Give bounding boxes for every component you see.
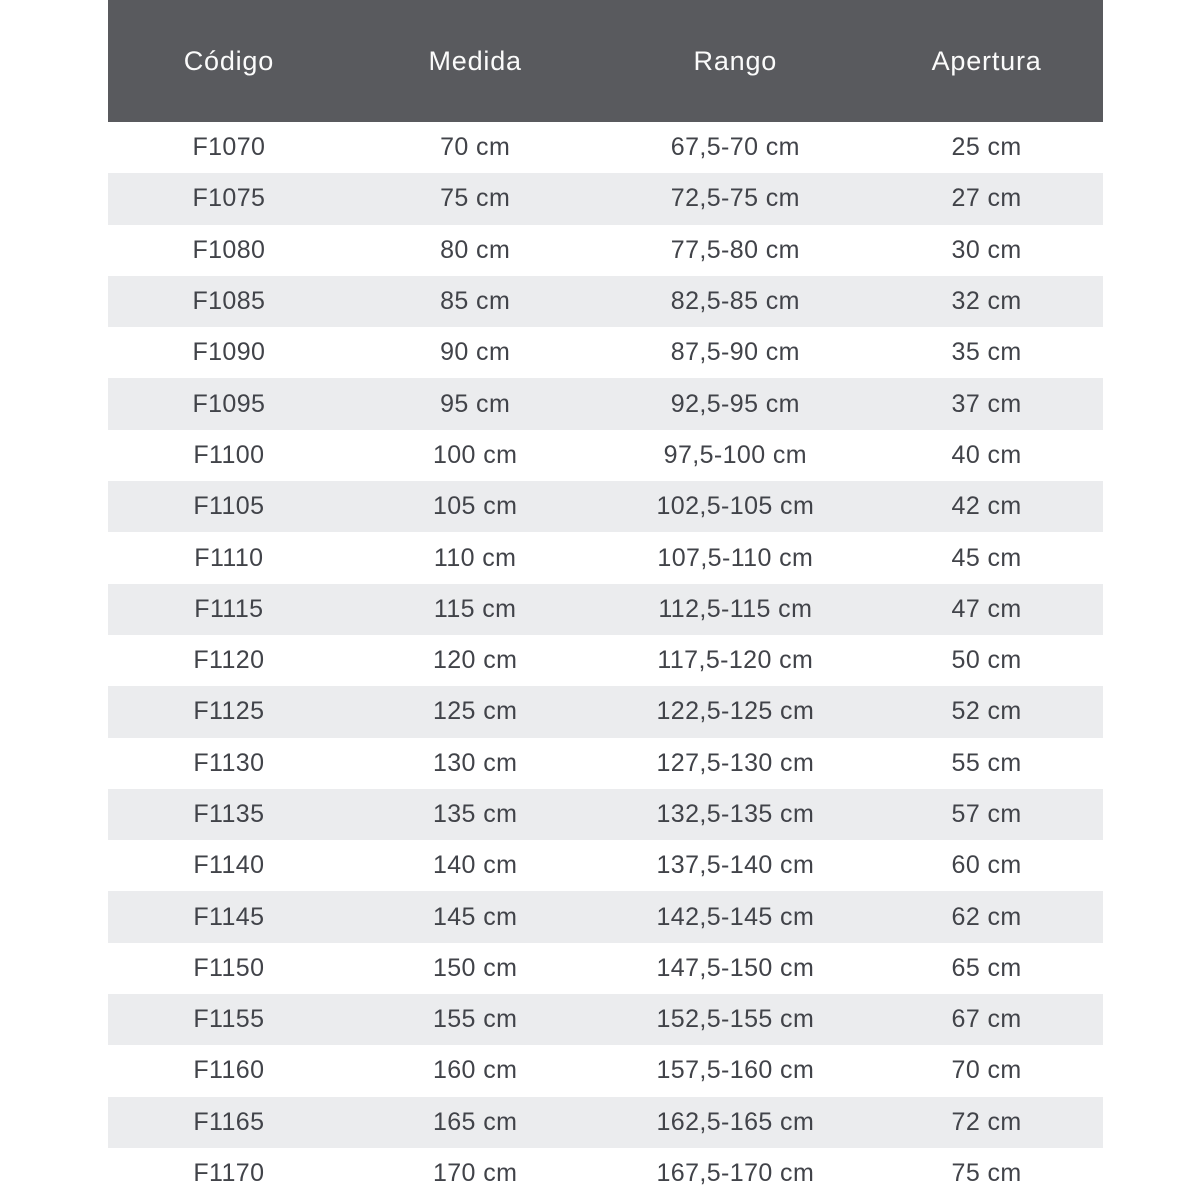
cell-codigo: F1070: [108, 122, 350, 173]
table-row: [108, 891, 1103, 942]
cell-medida: 160 cm: [350, 1045, 601, 1096]
cell-apertura: 42 cm: [870, 481, 1103, 532]
cell-medida: 95 cm: [350, 378, 601, 429]
cell-apertura: 52 cm: [870, 686, 1103, 737]
size-table: [108, 0, 1103, 1199]
cell-apertura: 75 cm: [870, 1148, 1103, 1199]
cell-rango: 67,5-70 cm: [601, 122, 871, 173]
cell-codigo: F1095: [108, 378, 350, 429]
cell-apertura: 60 cm: [870, 840, 1103, 891]
cell-rango: 102,5-105 cm: [601, 481, 871, 532]
cell-apertura: 47 cm: [870, 584, 1103, 635]
cell-rango: 132,5-135 cm: [601, 789, 871, 840]
table-body: [108, 122, 1103, 1199]
cell-rango: 152,5-155 cm: [601, 994, 871, 1045]
cell-rango: 87,5-90 cm: [601, 327, 871, 378]
cell-medida: 155 cm: [350, 994, 601, 1045]
cell-rango: 127,5-130 cm: [601, 738, 871, 789]
cell-medida: 130 cm: [350, 738, 601, 789]
cell-codigo: F1110: [108, 532, 350, 583]
header-row: [108, 0, 1103, 122]
cell-medida: 125 cm: [350, 686, 601, 737]
cell-rango: 147,5-150 cm: [601, 943, 871, 994]
table-row: [108, 532, 1103, 583]
cell-medida: 170 cm: [350, 1148, 601, 1199]
cell-rango: 122,5-125 cm: [601, 686, 871, 737]
size-chart: [108, 0, 1103, 1199]
table-row: [108, 686, 1103, 737]
cell-medida: 115 cm: [350, 584, 601, 635]
table-row: [108, 994, 1103, 1045]
cell-apertura: 32 cm: [870, 276, 1103, 327]
cell-codigo: F1105: [108, 481, 350, 532]
cell-codigo: F1120: [108, 635, 350, 686]
table-row: [108, 225, 1103, 276]
cell-rango: 92,5-95 cm: [601, 378, 871, 429]
cell-codigo: F1135: [108, 789, 350, 840]
cell-rango: 142,5-145 cm: [601, 891, 871, 942]
cell-rango: 157,5-160 cm: [601, 1045, 871, 1096]
column-header-medida: Medida: [350, 0, 601, 122]
cell-rango: 167,5-170 cm: [601, 1148, 871, 1199]
cell-medida: 120 cm: [350, 635, 601, 686]
cell-codigo: F1085: [108, 276, 350, 327]
cell-apertura: 45 cm: [870, 532, 1103, 583]
table-row: [108, 378, 1103, 429]
cell-codigo: F1160: [108, 1045, 350, 1096]
cell-rango: 117,5-120 cm: [601, 635, 871, 686]
table-row: [108, 943, 1103, 994]
cell-rango: 72,5-75 cm: [601, 173, 871, 224]
cell-codigo: F1080: [108, 225, 350, 276]
cell-codigo: F1155: [108, 994, 350, 1045]
cell-medida: 85 cm: [350, 276, 601, 327]
cell-codigo: F1140: [108, 840, 350, 891]
cell-rango: 112,5-115 cm: [601, 584, 871, 635]
table-row: [108, 327, 1103, 378]
cell-rango: 82,5-85 cm: [601, 276, 871, 327]
cell-rango: 107,5-110 cm: [601, 532, 871, 583]
table-row: [108, 122, 1103, 173]
cell-medida: 100 cm: [350, 430, 601, 481]
column-header-codigo: Código: [108, 0, 350, 122]
cell-apertura: 57 cm: [870, 789, 1103, 840]
cell-codigo: F1075: [108, 173, 350, 224]
column-header-apertura: Apertura: [870, 0, 1103, 122]
cell-apertura: 50 cm: [870, 635, 1103, 686]
cell-medida: 105 cm: [350, 481, 601, 532]
cell-codigo: F1125: [108, 686, 350, 737]
cell-codigo: F1100: [108, 430, 350, 481]
cell-apertura: 55 cm: [870, 738, 1103, 789]
cell-codigo: F1130: [108, 738, 350, 789]
cell-apertura: 70 cm: [870, 1045, 1103, 1096]
table-row: [108, 1097, 1103, 1148]
cell-rango: 97,5-100 cm: [601, 430, 871, 481]
cell-rango: 77,5-80 cm: [601, 225, 871, 276]
table-row: [108, 430, 1103, 481]
table-row: [108, 840, 1103, 891]
cell-medida: 140 cm: [350, 840, 601, 891]
cell-apertura: 35 cm: [870, 327, 1103, 378]
table-row: [108, 276, 1103, 327]
cell-apertura: 65 cm: [870, 943, 1103, 994]
cell-codigo: F1090: [108, 327, 350, 378]
cell-rango: 162,5-165 cm: [601, 1097, 871, 1148]
cell-medida: 135 cm: [350, 789, 601, 840]
table-row: [108, 584, 1103, 635]
column-header-rango: Rango: [601, 0, 871, 122]
table-row: [108, 173, 1103, 224]
cell-apertura: 40 cm: [870, 430, 1103, 481]
cell-codigo: F1115: [108, 584, 350, 635]
table-row: [108, 789, 1103, 840]
cell-codigo: F1145: [108, 891, 350, 942]
cell-medida: 90 cm: [350, 327, 601, 378]
cell-apertura: 67 cm: [870, 994, 1103, 1045]
cell-apertura: 25 cm: [870, 122, 1103, 173]
cell-medida: 150 cm: [350, 943, 601, 994]
cell-codigo: F1170: [108, 1148, 350, 1199]
cell-apertura: 37 cm: [870, 378, 1103, 429]
cell-apertura: 62 cm: [870, 891, 1103, 942]
cell-medida: 75 cm: [350, 173, 601, 224]
cell-apertura: 72 cm: [870, 1097, 1103, 1148]
table-row: [108, 1045, 1103, 1096]
cell-medida: 70 cm: [350, 122, 601, 173]
table-row: [108, 1148, 1103, 1199]
cell-codigo: F1165: [108, 1097, 350, 1148]
cell-apertura: 27 cm: [870, 173, 1103, 224]
cell-apertura: 30 cm: [870, 225, 1103, 276]
table-row: [108, 481, 1103, 532]
cell-medida: 165 cm: [350, 1097, 601, 1148]
cell-medida: 80 cm: [350, 225, 601, 276]
cell-rango: 137,5-140 cm: [601, 840, 871, 891]
table-row: [108, 738, 1103, 789]
cell-medida: 110 cm: [350, 532, 601, 583]
cell-codigo: F1150: [108, 943, 350, 994]
table-row: [108, 635, 1103, 686]
cell-medida: 145 cm: [350, 891, 601, 942]
